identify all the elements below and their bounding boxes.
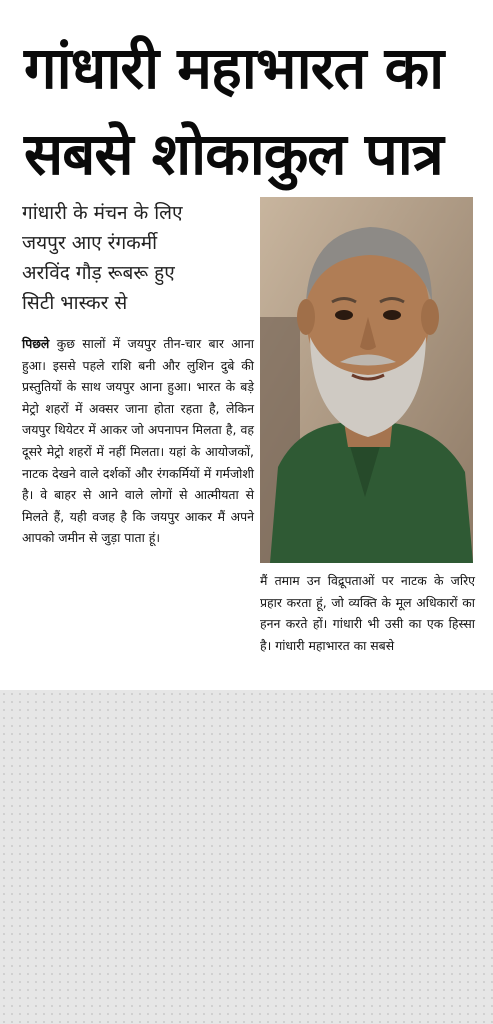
headline-line-2: सबसे शोकाकुल पात्र (24, 120, 443, 188)
portrait-image (260, 197, 473, 563)
portrait-photo (260, 197, 473, 563)
headline-line-1: गांधारी महाभारत का (24, 34, 444, 102)
article-body-text: कुछ सालों में जयपुर तीन-चार बार आना हुआ। इससे पहले राशि बनी और लुशिन दुबे की प्रस्तुतियों के साथ जयपुर आना हुआ। भारत के बड़े मेट्रो शहरों में अक्सर जाना होता रहता है, लेकिन जयपुर थियेटर में आकर जो अपनापन मिलता है, वह दूसरे मेट्रो शहरों में नहीं मिलता। यहां के आयोजकों, नाटक देखने वाले दर्शकों और रंगकर्मियों में गर्मजोशी है। वे बाहर से आने वाले लोगों से आत्मीयता से मिलते हैं, यही वजह है कि जयपुर आकर मैं अपने आपको जमीन से जुड़ा पाता हूं। (22, 336, 254, 546)
intro-line: जयपुर आए रंगकर्मी (22, 232, 158, 254)
article-body (22, 333, 254, 549)
blank-background (0, 690, 493, 1024)
intro-blurb (22, 198, 254, 318)
intro-line: अरविंद गौड़ रूबरू हुए (22, 262, 175, 284)
right-column-text: मैं तमाम उन विद्रूपताओं पर नाटक के जरिए प्रहार करता हूं, जो व्यक्ति के मूल अधिकारों का हनन करते हों। गांधारी भी उसी का एक हिस्सा है। गांधारी महाभारत का सबसे (260, 573, 475, 653)
intro-line: सिटी भास्कर से (22, 292, 128, 314)
intro-line: गांधारी के मंचन के लिए (22, 202, 183, 224)
lead-word: पिछले (22, 336, 50, 351)
